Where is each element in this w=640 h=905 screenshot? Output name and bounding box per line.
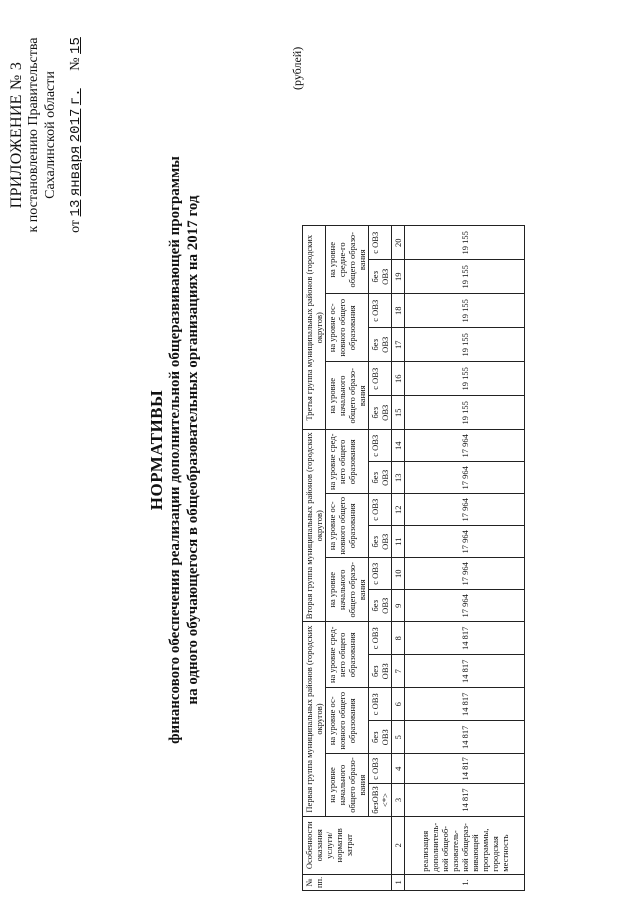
- level-header: на уровне сред-него общего образования: [326, 430, 369, 494]
- table-row: [405, 226, 525, 891]
- col-number: 9: [392, 590, 405, 622]
- ovz-with-header: с ОВЗ: [369, 622, 392, 655]
- ovz-with-header: с ОВЗ: [369, 362, 392, 396]
- ovz-without-header: без ОВЗ: [369, 396, 392, 430]
- table-cell: 17 964: [405, 526, 525, 558]
- table-cell: 14 817: [405, 655, 525, 688]
- ovz-with-header: с ОВЗ: [369, 558, 392, 590]
- col-number: 15: [392, 396, 405, 430]
- header-row-groups: [303, 226, 326, 891]
- ovz-with-header: с ОВЗ: [369, 226, 392, 260]
- title-line1: НОРМАТИВЫ: [147, 389, 166, 511]
- ovz-with-header: с ОВЗ: [369, 294, 392, 328]
- col-number: 14: [392, 430, 405, 462]
- ovz-without-header: без ОВЗ: [369, 721, 392, 754]
- table-cell: 19 155: [405, 328, 525, 362]
- col-number: 3: [392, 784, 405, 817]
- group-header-2: Вторая группа муниципальных районов (городских округов): [303, 430, 326, 622]
- col-number: 18: [392, 294, 405, 328]
- title-line2: финансового обеспечения реализации дополнительной общеразвивающей программы: [167, 156, 183, 744]
- date-year: 2017: [68, 108, 84, 143]
- date-day: 13: [68, 199, 84, 217]
- col-number: 7: [392, 655, 405, 688]
- table-cell: 14 817: [405, 784, 525, 817]
- col-number: 10: [392, 558, 405, 590]
- ovz-without-header: без ОВЗ: [369, 655, 392, 688]
- row-number: 1.: [405, 874, 525, 890]
- date-prefix: от: [68, 219, 83, 233]
- ovz-without-header: без ОВЗ: [369, 462, 392, 494]
- table-cell: 17 964: [405, 590, 525, 622]
- col-number: 12: [392, 494, 405, 526]
- table-cell: 19 155: [405, 362, 525, 396]
- col-number: 19: [392, 260, 405, 294]
- ovz-without-header: без ОВЗ: [369, 260, 392, 294]
- header-row-ovz: [369, 226, 392, 891]
- ovz-without-header: без ОВЗ: [369, 526, 392, 558]
- appendix-line1: к постановлению Правительства: [26, 37, 41, 233]
- ovz-without-header: без ОВЗ: [369, 328, 392, 362]
- table-cell: 14 817: [405, 688, 525, 721]
- date-year-suffix: г.: [68, 88, 84, 106]
- level-header: на уровне сред-него общего образования: [326, 622, 369, 688]
- ovz-with-header: с ОВЗ: [369, 688, 392, 721]
- col-number: 8: [392, 622, 405, 655]
- number-prefix: №: [68, 57, 83, 71]
- title-line3: на одного обучающегося в общеобразовательных организациях на 2017 год: [185, 195, 201, 705]
- col-number: 20: [392, 226, 405, 260]
- table-cell: 14 817: [405, 622, 525, 655]
- table-cell: 17 964: [405, 558, 525, 590]
- appendix-line2: Сахалинской области: [43, 71, 58, 199]
- level-header: на уровне ос-новного общего образования: [326, 294, 369, 362]
- level-header: на уровне начального общего образо-вания: [326, 558, 369, 622]
- table-cell: 19 155: [405, 260, 525, 294]
- unit-label: (рублей): [290, 46, 304, 90]
- col-number: 4: [392, 754, 405, 784]
- level-header: на уровне ос-новного общего образования: [326, 494, 369, 558]
- appendix-header: [8, 5, 85, 265]
- ovz-with-header: с ОВЗ: [369, 754, 392, 784]
- col-header-no: № пп.: [303, 874, 392, 890]
- ovz-with-header: с ОВЗ: [369, 494, 392, 526]
- col-number: 13: [392, 462, 405, 494]
- table-cell: 19 155: [405, 396, 525, 430]
- norms-table: [302, 225, 525, 891]
- table-cell: 14 817: [405, 721, 525, 754]
- table-cell: 17 964: [405, 494, 525, 526]
- col-number: 17: [392, 328, 405, 362]
- col-number: 16: [392, 362, 405, 396]
- col-number: 6: [392, 688, 405, 721]
- table-cell: 17 964: [405, 430, 525, 462]
- decree-number: 15: [68, 37, 84, 54]
- ovz-without-header: безОВЗ <*>: [369, 784, 392, 817]
- group-header-3: Третья группа муниципальных районов (городских округов): [303, 226, 326, 430]
- col-header-feature: Особенности оказания услуги/ норматив затрат: [303, 816, 392, 874]
- appendix-title: ПРИЛОЖЕНИЕ № 3: [8, 61, 25, 209]
- header-row-levels: [326, 226, 369, 891]
- table-cell: 19 155: [405, 226, 525, 260]
- decree-date-line: [67, 5, 85, 265]
- col-number: 5: [392, 721, 405, 754]
- table-cell: 17 964: [405, 462, 525, 494]
- ovz-with-header: с ОВЗ: [369, 430, 392, 462]
- ovz-without-header: без ОВЗ: [369, 590, 392, 622]
- table-cell: 14 817: [405, 754, 525, 784]
- level-header: на уровне начального общего образо-вания: [326, 754, 369, 817]
- row-feature: реализация дополнитель-ной общеоб-разователь-ной общераз-вивающей программы, городская местность: [405, 816, 525, 874]
- col-number: 2: [392, 816, 405, 874]
- level-header: на уровне начального общего образо-вания: [326, 362, 369, 430]
- table-cell: 19 155: [405, 294, 525, 328]
- date-month: января: [68, 145, 84, 197]
- document-title: [148, 35, 202, 865]
- column-numbers-row: [392, 226, 405, 891]
- level-header: на уровне средне-го общего образо-вания: [326, 226, 369, 294]
- col-number: 11: [392, 526, 405, 558]
- group-header-1: Первая группа муниципальных районов (городских округов): [303, 622, 326, 817]
- col-number: 1: [392, 874, 405, 890]
- level-header: на уровне ос-новного общего образования: [326, 688, 369, 754]
